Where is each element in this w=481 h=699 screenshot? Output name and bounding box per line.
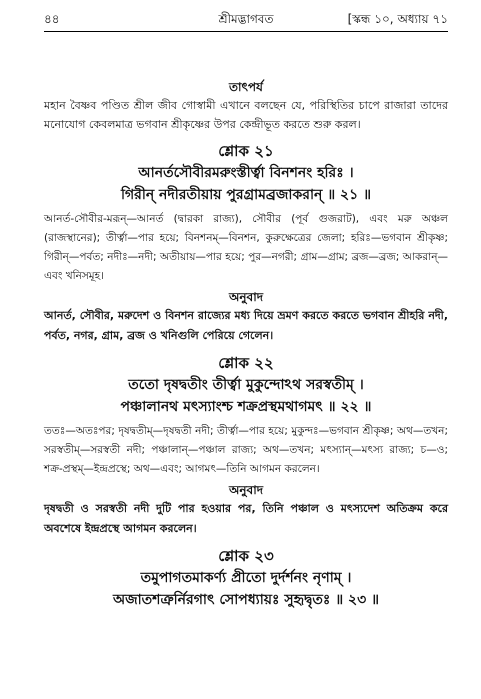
verse-title: শ্লোক ২১ — [218, 142, 274, 160]
verse-line: গিরীন্ নদীরতীয়ায় পুরগ্রামব্রজাকরান্ ॥ ২১ ॥ — [120, 187, 372, 203]
synonyms: আনর্ত-সৌবীর-মরূন্—আনর্ত (দ্বারকা রাজ্য), সৌবীর (পূর্ব গুজরাট), এবং মরু অঞ্চল (রাজস্থানের); তীর্ত্বা—পার হয়ে; বিনশনম্—বিনশন, কুরুক্ষেত্রের জেলা; হরিঃ—ভগবান শ্রীকৃষ্ণ; গিরীন্—পর্বত; নদীঃ—নদী; অতীয়ায়—পার হয়ে; পুর—নগরী; গ্রাম—গ্রাম; ব্রজ—ব্রজ; আকরান্—এবং খনিসমূহ। — [44, 213, 448, 282]
translation: আনর্ত, সৌবীর, মরুদেশ ও বিনশন রাজ্যের মধ্য দিয়ে ভ্রমণ করতে করতে ভগবান শ্রীহরি নদী, পর্বত, নগর, গ্রাম, ব্রজ ও খনিগুলি পেরিয়ে গেলেন। — [44, 309, 448, 342]
translation-heading: অনুবাদ — [228, 483, 264, 497]
page-content — [44, 78, 448, 611]
synonyms: ততঃ—অতঃপর; দৃষদ্বতীম্—দৃষদ্বতী নদী; তীর্ত্বা—পার হয়ে; মুকুন্দঃ—ভগবান শ্রীকৃষ্ণ; অথ—তখন; সরস্বতীম্—সরস্বতী নদী; পঞ্চালান্—পঞ্চাল রাজ্য; অথ—তখন; মৎস্যান্—মৎস্য রাজ্য; চ—ও; শক্র-প্রস্থম্—ইন্দ্রপ্রস্থে; অথ—এবং; আগমৎ—তিনি আগমন করলেন। — [44, 425, 448, 475]
verse-line: ততো দৃষদ্বতীং তীর্ত্বা মুকুন্দোঽথ সরস্বতীম্ । — [128, 377, 364, 393]
purport-text: মহান বৈষ্ণব পণ্ডিত শ্রীল জীব গোস্বামী এখানে বলছেন যে, পরিস্থিতির চাপে রাজারা তাদের মনোযোগ কেবলমাত্র ভগবান শ্রীকৃষ্ণের উপর কেন্দ্রীভূত করতে শুরু করল। — [44, 99, 448, 131]
book-title: শ্রীমদ্ভাগবত — [218, 12, 274, 26]
page-header — [44, 11, 448, 33]
verse-line: অজাতশত্রুর্নিরগাৎ সোপধ্যায়ঃ সুহৃদ্বৃতঃ ॥ ২৩ ॥ — [112, 592, 380, 608]
verse-line: তমুপাগতমাকর্ণ্য প্রীতো দুর্দর্শনং নৃণাম্ । — [140, 570, 352, 586]
verse-title: শ্লোক ২৩ — [218, 547, 274, 565]
page-number: ৪৪ — [44, 12, 60, 26]
verse-line: পঞ্চালানথ মৎস্যাংশ্চ শক্রপ্রস্থমথাগমৎ ॥ ২২ ॥ — [120, 399, 372, 415]
translation-heading: অনুবাদ — [228, 290, 264, 304]
verse-title: শ্লোক ২২ — [218, 354, 274, 372]
purport-heading: তাৎপর্য — [229, 80, 263, 94]
chapter-reference: [স্কন্ধ ১০, অধ্যায় ৭১ — [347, 12, 448, 26]
verse-line: আনর্তসৌবীরমরুংস্তীর্ত্বা বিনশনং হরিঃ । — [138, 165, 354, 181]
translation: দৃষদ্বতী ও সরস্বতী নদী দুটি পার হওয়ার পর, তিনি পঞ্চাল ও মৎস্যদেশ অতিক্রম করে অবশেষে ইন্দ্রপ্রস্থে আগমন করলেন। — [44, 502, 448, 535]
header-rule — [44, 31, 448, 32]
